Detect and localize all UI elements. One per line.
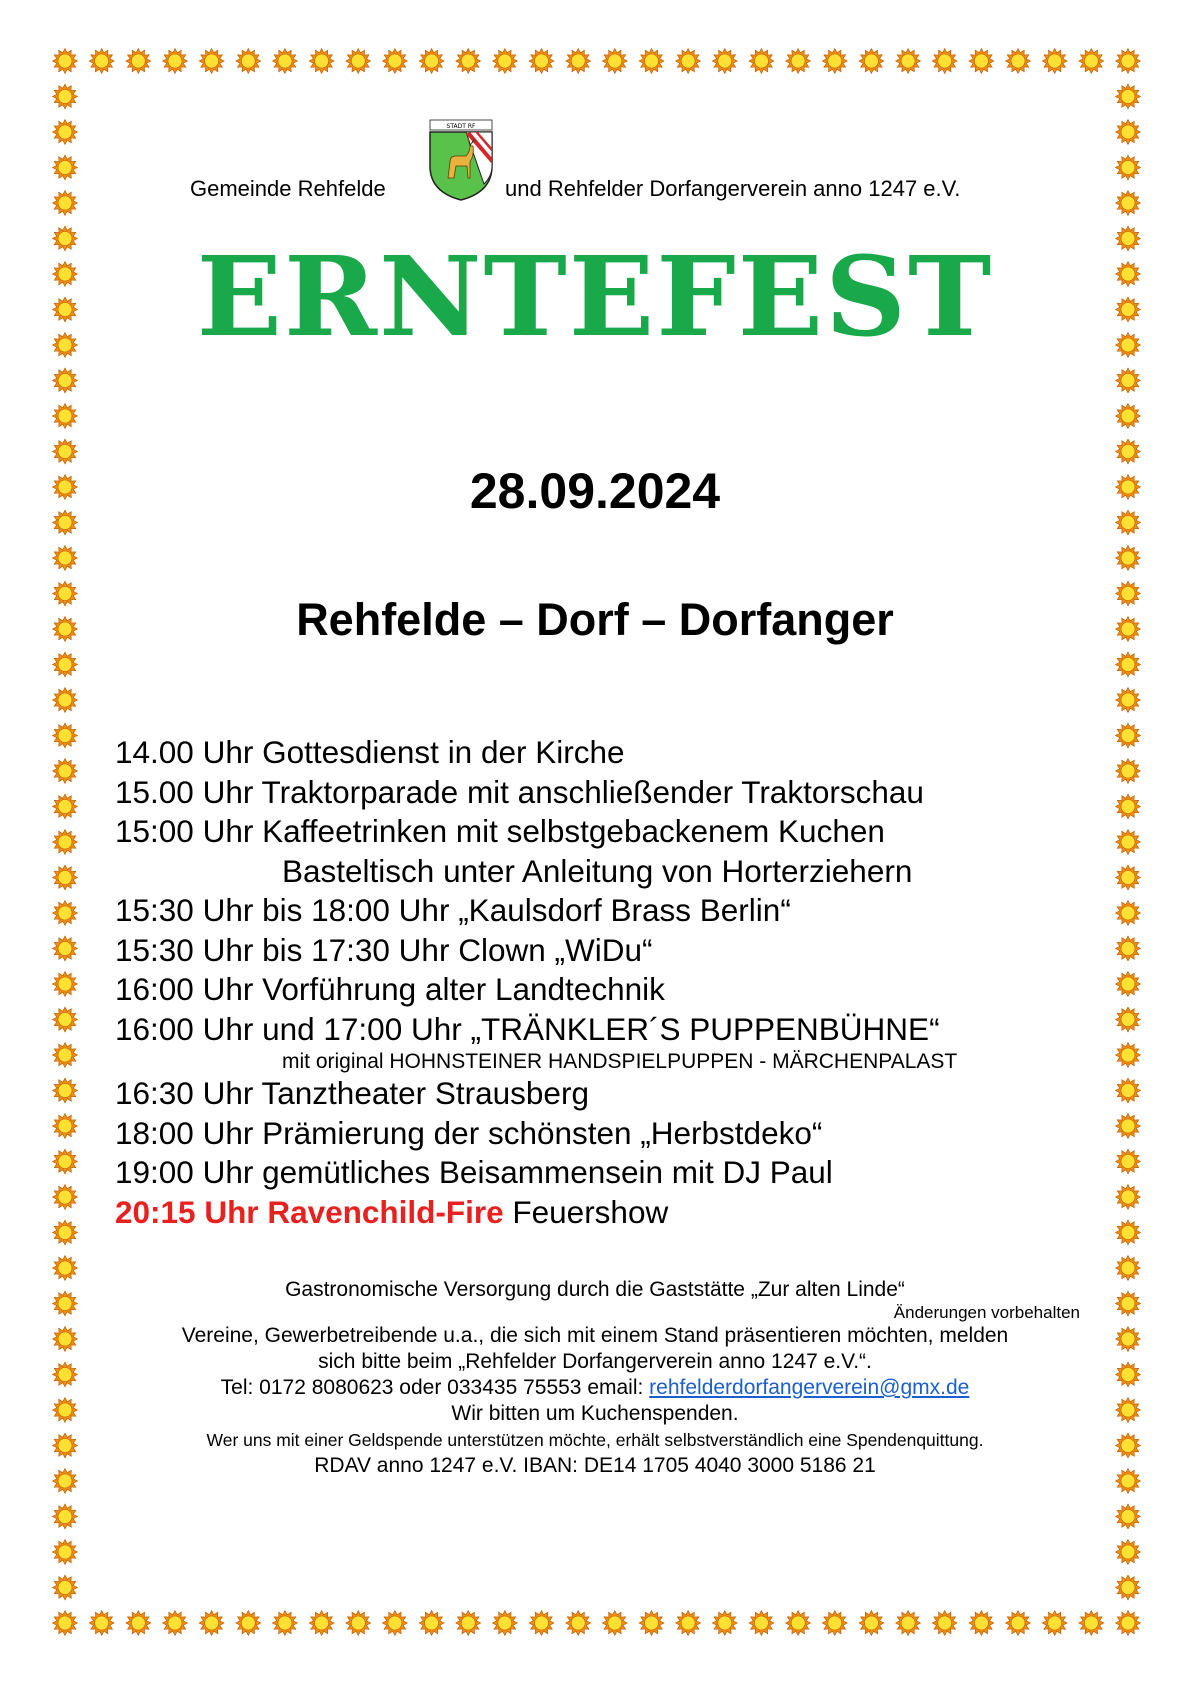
- sun-icon: [1116, 723, 1141, 748]
- crest-label: STADT RF: [446, 123, 476, 130]
- sun-icon: [1079, 49, 1104, 74]
- sun-icon: [1116, 1575, 1141, 1600]
- schedule-list: [115, 733, 1115, 1232]
- sun-icon: [53, 1114, 78, 1139]
- sun-icon: [53, 972, 78, 997]
- footer-info: [0, 1277, 1190, 1479]
- sun-icon: [1116, 1185, 1141, 1210]
- sun-icon: [1116, 1611, 1141, 1636]
- sun-icon: [53, 368, 78, 393]
- sun-icon: [309, 1611, 334, 1636]
- sun-icon: [89, 1611, 114, 1636]
- sun-icon: [1006, 1611, 1031, 1636]
- sun-icon: [53, 652, 78, 677]
- schedule-item: 16:00 Uhr und 17:00 Uhr „TRÄNKLER´S PUPPENBÜHNE“: [115, 1010, 940, 1047]
- sun-icon: [859, 49, 884, 74]
- sun-icon: [786, 49, 811, 74]
- sun-icon: [1116, 1007, 1141, 1032]
- sun-icon: [53, 404, 78, 429]
- sun-icon: [309, 49, 334, 74]
- sun-icon: [602, 49, 627, 74]
- sun-icon: [53, 794, 78, 819]
- sun-icon: [53, 546, 78, 571]
- sun-icon: [53, 1007, 78, 1032]
- sun-icon: [163, 1611, 188, 1636]
- sun-icon: [53, 1611, 78, 1636]
- sun-icon: [272, 49, 297, 74]
- vendors-text-1: Vereine, Gewerbetreibende u.a., die sich mit einem Stand präsentieren möchten, melden: [181, 1324, 1009, 1347]
- sun-icon: [492, 1611, 517, 1636]
- sun-icon: [89, 49, 114, 74]
- sun-icon: [1116, 901, 1141, 926]
- sun-icon: [969, 1611, 994, 1636]
- sun-icon: [1116, 404, 1141, 429]
- sun-icon: [1116, 1078, 1141, 1103]
- fire-show-highlight: 20:15 Uhr Ravenchild-Fire: [115, 1193, 504, 1230]
- sun-icon: [712, 49, 737, 74]
- sun-icon: [1116, 546, 1141, 571]
- cake-request: Wir bitten um Kuchenspenden.: [451, 1402, 739, 1425]
- sun-icon: [896, 1611, 921, 1636]
- sun-icon: [53, 84, 78, 109]
- sun-icon: [53, 1185, 78, 1210]
- schedule-item: 19:00 Uhr gemütliches Beisammensein mit DJ Paul: [115, 1154, 833, 1190]
- sun-icon: [566, 1611, 591, 1636]
- schedule-item: Basteltisch unter Anleitung von Horterziehern: [282, 852, 913, 889]
- sun-icon: [382, 49, 407, 74]
- page-title: ERNTEFEST: [196, 233, 994, 362]
- sun-icon: [53, 155, 78, 180]
- sun-icon: [53, 865, 78, 890]
- sun-icon: [346, 49, 371, 74]
- sun-icon: [1006, 49, 1031, 74]
- sun-icon: [53, 688, 78, 713]
- sun-icon: [272, 1611, 297, 1636]
- schedule-item: 15.00 Uhr Traktorparade mit anschließender Traktorschau: [115, 773, 924, 810]
- sun-icon: [1116, 368, 1141, 393]
- sun-icon: [602, 1611, 627, 1636]
- sun-icon: [1116, 972, 1141, 997]
- sun-icon: [749, 1611, 774, 1636]
- sun-icon: [199, 49, 224, 74]
- sun-icon: [676, 49, 701, 74]
- sun-icon: [859, 1611, 884, 1636]
- sun-icon: [53, 439, 78, 464]
- sun-icon: [1116, 865, 1141, 890]
- sun-icon: [53, 191, 78, 216]
- sun-icon: [126, 49, 151, 74]
- sun-icon: [529, 49, 554, 74]
- sun-icon: [1116, 1220, 1141, 1245]
- sun-icon: [932, 49, 957, 74]
- sun-icon: [456, 1611, 481, 1636]
- sun-icon: [1116, 155, 1141, 180]
- fire-show-label: Feuershow: [503, 1193, 669, 1230]
- changes-note: Änderungen vorbehalten: [893, 1303, 1080, 1322]
- event-date: 28.09.2024: [469, 463, 721, 519]
- sun-icon: [1116, 1114, 1141, 1139]
- sun-icon: [1116, 688, 1141, 713]
- schedule-item: 18:00 Uhr Prämierung der schönsten „Herbstdeko“: [115, 1114, 823, 1151]
- sun-icon: [1116, 49, 1141, 74]
- sun-icon: [53, 1575, 78, 1600]
- sun-icon: [676, 1611, 701, 1636]
- sun-icon: [492, 49, 517, 74]
- sun-icon: [749, 49, 774, 74]
- sun-icon: [53, 901, 78, 926]
- sun-icon: [822, 1611, 847, 1636]
- sun-icon: [529, 1611, 554, 1636]
- email-link[interactable]: rehfelderdorfangerverein@gmx.de: [649, 1376, 970, 1399]
- header-municipality: Gemeinde Rehfelde: [190, 176, 386, 201]
- sun-icon: [1116, 1504, 1141, 1529]
- sun-icon: [163, 49, 188, 74]
- donation-text: Wer uns mit einer Geldspende unterstützen möchte, erhält selbstverständlich eine Spendenquittung.: [206, 1430, 984, 1450]
- sun-icon: [199, 1611, 224, 1636]
- sun-icon: [53, 759, 78, 784]
- sun-icon: [53, 1149, 78, 1174]
- schedule-subnote: mit original HOHNSTEINER HANDSPIELPUPPEN - MÄRCHENPALAST: [282, 1050, 958, 1073]
- schedule-item: 16:00 Uhr Vorführung alter Landtechnik: [115, 971, 665, 1007]
- contact-line: [0, 1375, 1190, 1401]
- sun-icon: [1116, 120, 1141, 145]
- sun-icon: [969, 49, 994, 74]
- sun-icon: [1116, 759, 1141, 784]
- sun-icon: [456, 49, 481, 74]
- sun-icon: [419, 1611, 444, 1636]
- schedule-item: 16:30 Uhr Tanztheater Strausberg: [115, 1075, 589, 1111]
- header-association: und Rehfelder Dorfangerverein anno 1247 e.V.: [505, 176, 961, 201]
- sun-icon: [1116, 439, 1141, 464]
- sun-icon: [1116, 84, 1141, 109]
- sun-icon: [896, 49, 921, 74]
- sun-icon: [1116, 1043, 1141, 1068]
- sun-icon: [53, 723, 78, 748]
- sun-icon: [53, 830, 78, 855]
- sun-icon: [1079, 1611, 1104, 1636]
- sun-icon: [1116, 830, 1141, 855]
- sun-icon: [1116, 652, 1141, 677]
- sun-icon: [822, 49, 847, 74]
- sun-icon: [53, 936, 78, 961]
- sun-icon: [53, 120, 78, 145]
- schedule-item: 14.00 Uhr Gottesdienst in der Kirche: [115, 734, 625, 770]
- vendors-text-2: sich bitte beim „Rehfelder Dorfangerverein anno 1247 e.V.“.: [318, 1350, 872, 1373]
- event-location: Rehfelde – Dorf – Dorfanger: [296, 594, 894, 645]
- gastro-text: Gastronomische Versorgung durch die Gaststätte „Zur alten Linde“: [285, 1278, 905, 1301]
- deer-crest-icon: [426, 118, 496, 202]
- iban-line: RDAV anno 1247 e.V. IBAN: DE14 1705 4040 3000 5186 21: [314, 1454, 876, 1477]
- sun-icon: [53, 1043, 78, 1068]
- schedule-item: 15:30 Uhr bis 18:00 Uhr „Kaulsdorf Brass Berlin“: [115, 892, 791, 928]
- schedule-item: 15:30 Uhr bis 17:30 Uhr Clown „WiDu“: [115, 931, 653, 968]
- sun-icon: [566, 49, 591, 74]
- sun-icon: [346, 1611, 371, 1636]
- sun-icon: [236, 1611, 261, 1636]
- sun-icon: [786, 1611, 811, 1636]
- sun-icon: [126, 1611, 151, 1636]
- schedule-item-highlight: [115, 1193, 1115, 1233]
- sun-icon: [712, 1611, 737, 1636]
- sun-icon: [419, 49, 444, 74]
- sun-icon: [1116, 1540, 1141, 1565]
- sun-icon: [53, 1078, 78, 1103]
- sun-icon: [382, 1611, 407, 1636]
- sun-icon: [1042, 1611, 1067, 1636]
- sun-icon: [1116, 936, 1141, 961]
- sun-icon: [1116, 794, 1141, 819]
- sun-icon: [53, 49, 78, 74]
- sun-icon: [53, 1220, 78, 1245]
- sun-icon: [932, 1611, 957, 1636]
- sun-icon: [1042, 49, 1067, 74]
- contact-phone: Tel: 0172 8080623 oder 033435 75553 email:: [220, 1376, 650, 1399]
- sun-icon: [639, 1611, 664, 1636]
- sun-icon: [53, 1540, 78, 1565]
- sun-icon: [53, 1504, 78, 1529]
- sun-icon: [639, 49, 664, 74]
- sun-icon: [236, 49, 261, 74]
- schedule-item: 15:00 Uhr Kaffeetrinken mit selbstgebackenem Kuchen: [115, 813, 885, 849]
- sun-icon: [1116, 1149, 1141, 1174]
- sun-icon: [1116, 191, 1141, 216]
